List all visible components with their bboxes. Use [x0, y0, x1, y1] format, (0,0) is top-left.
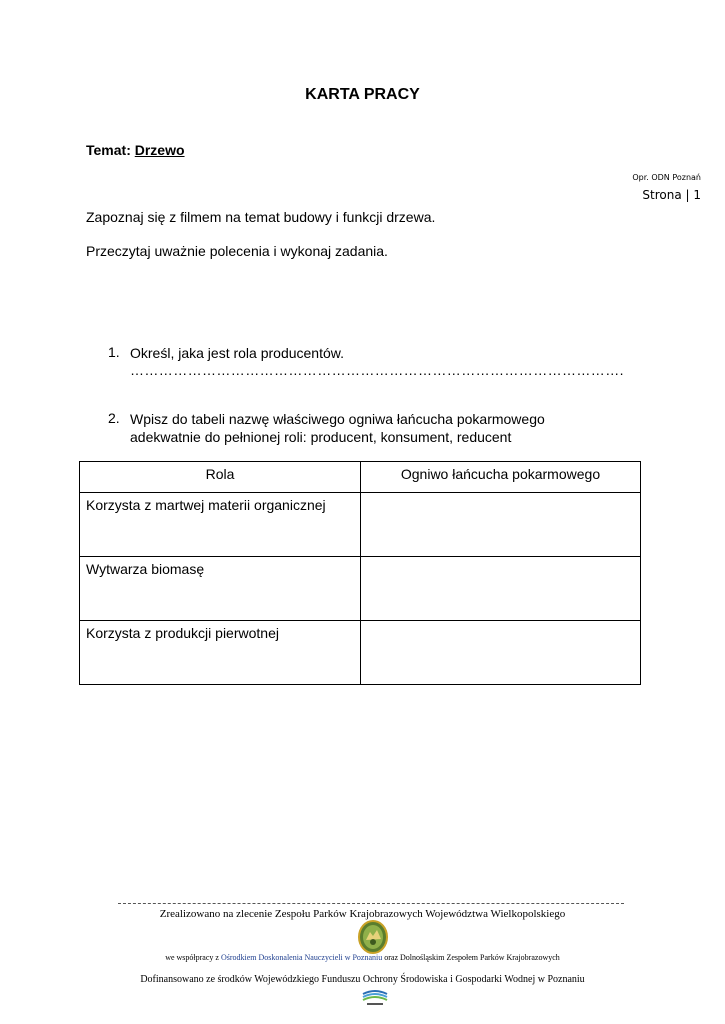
task-1-answer-line[interactable]: …………………………………………………………………………………………. — [130, 362, 624, 378]
topic-value: Drzewo — [134, 142, 185, 158]
table-header-link: Ogniwo łańcucha pokarmowego — [361, 462, 641, 493]
table-cell-role: Korzysta z produkcji pierwotnej — [80, 621, 361, 685]
intro-line-1: Zapoznaj się z filmem na temat budowy i funkcji drzewa. — [86, 209, 436, 225]
table-cell-answer[interactable] — [361, 493, 641, 557]
task-1-number: 1. — [108, 344, 120, 360]
odn-link[interactable]: Ośrodkiem Doskonalenia Nauczycieli w Poznaniu — [220, 953, 383, 962]
footer-line-2 — [0, 953, 725, 962]
roles-table — [79, 461, 641, 685]
footer-line-2-pre: we współpracy z — [165, 953, 221, 962]
task-2-number: 2. — [108, 410, 120, 426]
author-note: Opr. ODN Poznań — [632, 173, 701, 182]
footer-line-2-post: oraz Dolnośląskim Zespołem Parków Krajobrazowych — [382, 953, 560, 962]
topic-label: Temat: — [86, 142, 131, 158]
footer-line-3: Dofinansowano ze środków Wojewódzkiego Funduszu Ochrony Środowiska i Gospodarki Wodnej w Poznaniu — [140, 974, 585, 985]
task-2-text-line-1: Wpisz do tabeli nazwę właściwego ogniwa łańcucha pokarmowego — [130, 411, 545, 427]
table-row — [80, 557, 641, 621]
table-cell-role: Wytwarza biomasę — [80, 557, 361, 621]
intro-line-2: Przeczytaj uważnie polecenia i wykonaj zadania. — [86, 243, 388, 259]
table-row — [80, 621, 641, 685]
table-cell-answer[interactable] — [361, 621, 641, 685]
footer-divider — [118, 903, 624, 904]
footer-line-1: Zrealizowano na zlecenie Zespołu Parków Krajobrazowych Województwa Wielkopolskiego — [159, 908, 566, 920]
page-title: KARTA PRACY — [305, 86, 420, 103]
task-1-text: Określ, jaka jest rola producentów. — [130, 345, 344, 361]
task-2-text-line-2: adekwatnie do pełnionej roli: producent, konsument, reducent — [130, 429, 512, 445]
task-2-text — [130, 410, 545, 446]
table-row — [80, 493, 641, 557]
park-emblem-icon — [358, 920, 388, 954]
topic — [86, 142, 185, 158]
table-header-role: Rola — [80, 462, 361, 493]
table-header-row — [80, 462, 641, 493]
table-cell-role: Korzysta z martwej materii organicznej — [80, 493, 361, 557]
fund-logo-icon — [361, 988, 389, 1008]
table-cell-answer[interactable] — [361, 557, 641, 621]
page-number: Strona | 1 — [642, 188, 701, 202]
